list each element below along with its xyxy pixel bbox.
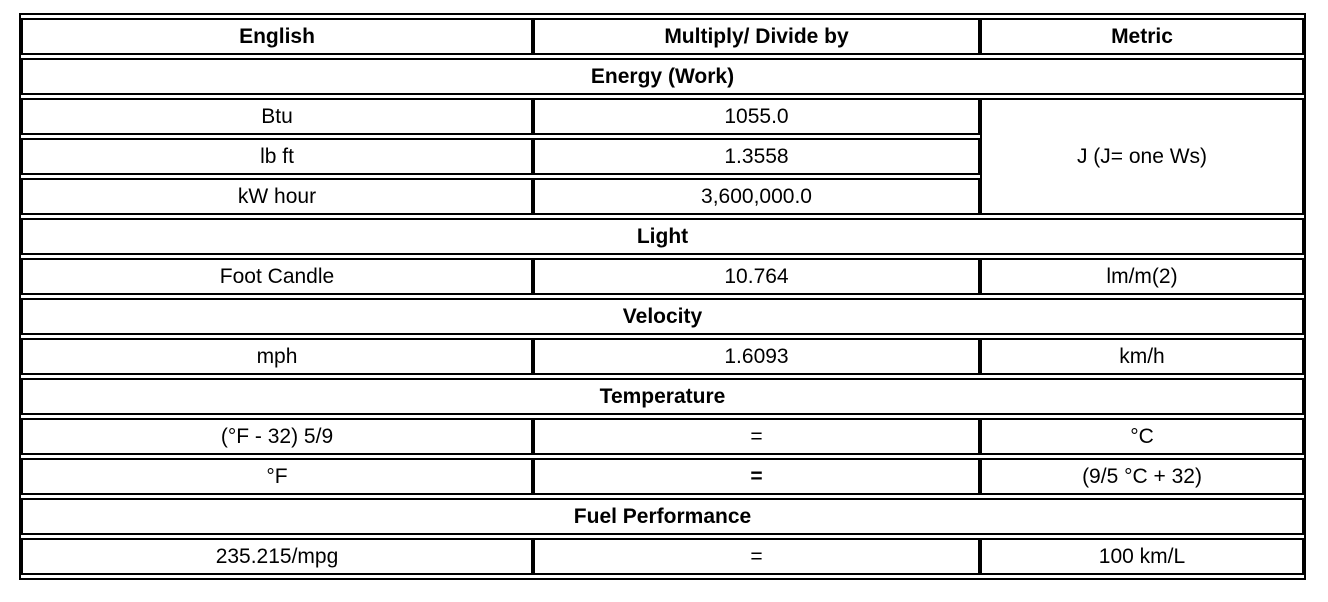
section-row-velocity: [21, 298, 1304, 335]
english-cell: kW hour: [21, 178, 533, 215]
section-title-temperature: Temperature: [21, 378, 1304, 415]
factor-cell: 1.3558: [533, 138, 980, 175]
metric-cell: (9/5 °C + 32): [980, 458, 1304, 495]
english-cell: 235.215/mpg: [21, 538, 533, 575]
factor-cell: 1.6093: [533, 338, 980, 375]
english-cell: °F: [21, 458, 533, 495]
section-title-velocity: Velocity: [21, 298, 1304, 335]
section-row-light: [21, 218, 1304, 255]
table-row: [21, 458, 1304, 495]
english-cell: Foot Candle: [21, 258, 533, 295]
table-row: [21, 418, 1304, 455]
table-row: [21, 538, 1304, 575]
table-row: [21, 98, 1304, 135]
english-cell: Btu: [21, 98, 533, 135]
header-row: [21, 18, 1304, 55]
factor-cell: =: [533, 418, 980, 455]
metric-cell: km/h: [980, 338, 1304, 375]
header-english: English: [21, 18, 533, 55]
factor-cell: 10.764: [533, 258, 980, 295]
metric-cell-merged: J (J= one Ws): [980, 98, 1304, 215]
section-title-light: Light: [21, 218, 1304, 255]
section-row-temperature: [21, 378, 1304, 415]
table-row: [21, 338, 1304, 375]
english-cell: (°F - 32) 5/9: [21, 418, 533, 455]
header-factor: Multiply/ Divide by: [533, 18, 980, 55]
section-row-fuel: [21, 498, 1304, 535]
section-title-energy: Energy (Work): [21, 58, 1304, 95]
english-cell: mph: [21, 338, 533, 375]
conversion-table: [19, 13, 1306, 580]
header-metric: Metric: [980, 18, 1304, 55]
factor-cell: =: [533, 538, 980, 575]
factor-cell: 1055.0: [533, 98, 980, 135]
metric-cell: °C: [980, 418, 1304, 455]
english-cell: lb ft: [21, 138, 533, 175]
factor-cell: =: [533, 458, 980, 495]
table-row: [21, 258, 1304, 295]
factor-cell: 3,600,000.0: [533, 178, 980, 215]
section-title-fuel: Fuel Performance: [21, 498, 1304, 535]
section-row-energy: [21, 58, 1304, 95]
metric-cell: lm/m(2): [980, 258, 1304, 295]
metric-cell: 100 km/L: [980, 538, 1304, 575]
